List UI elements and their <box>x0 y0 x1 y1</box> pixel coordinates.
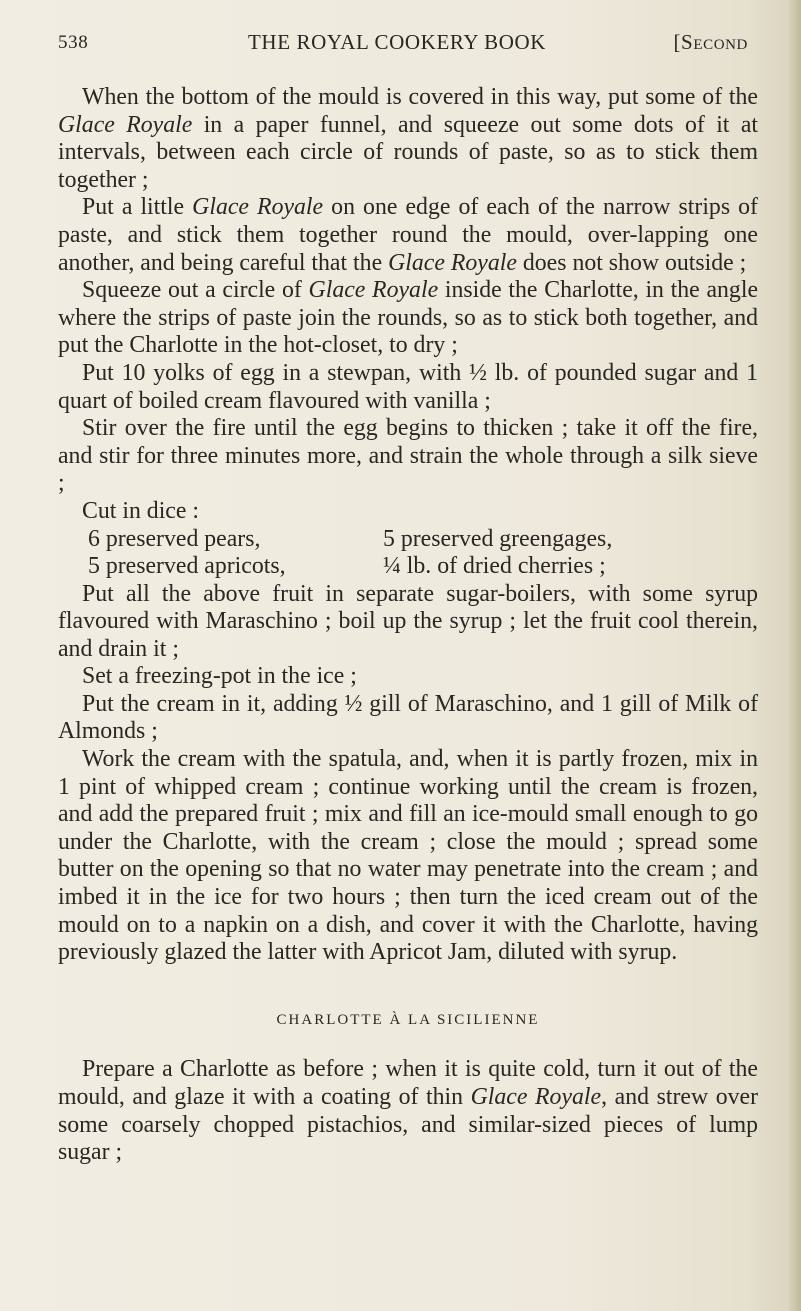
page-number: 538 <box>58 32 89 53</box>
paragraph-work-cream: Work the cream with the spatula, and, when it is partly frozen, mix in 1 pint of whipped cream ; continue working until the cream is frozen, and add the prepared fruit ; mix and fill an ice-mould small enough to go under the Charlotte, with the cream ; close the mould ; spread some butter on the opening so that no water may penetrate into the cream ; and imbed it in the ice for two hours ; then turn the iced cream out of the mould on to a napkin on a dish, and cover it with the Charlotte, having previously glazed the latter with Apricot Jam, diluted with syrup. <box>58 746 758 966</box>
italic-term: Glace Royale <box>388 249 517 276</box>
paragraph-maraschino: Put the cream in it, adding ½ gill of Maraschino, and 1 gill of Milk of Almonds ; <box>58 690 758 745</box>
italic-term: Glace Royale <box>308 277 439 304</box>
fruit-list <box>58 526 758 581</box>
fruit-apricots: 5 preserved apricots, <box>88 553 286 580</box>
fruit-pears: 6 preserved pears, <box>88 525 261 552</box>
recipe-body <box>58 84 758 1167</box>
book-title: THE ROYAL COOKERY BOOK <box>248 30 547 54</box>
paragraph-sicilienne: Prepare a Charlotte as before ; when it is quite cold, turn it out of the mould, and glaze it with a coating of thin Glace Royale, and strew over some coarsely chopped pistachios, and similar-sized pieces of lump sugar ; <box>58 1056 758 1166</box>
paragraph-circle: Squeeze out a circle of Glace Royale inside the Charlotte, in the angle where the strips of paste join the rounds, so as to stick both together, and put the Charlotte in the hot-closet, to dry ; <box>58 277 759 359</box>
paragraph-strips: Put a little Glace Royale on one edge of each of the narrow strips of paste, and stick them together round the mould, over-lapping one another, and being careful that the Glace Royale does not show outside ; <box>58 194 758 276</box>
italic-term: Glace Royale <box>192 194 324 221</box>
paragraph-stir: Stir over the fire until the egg begins to thicken ; take it off the fire, and stir for three minutes more, and strain the whole through a silk sieve ; <box>58 415 758 497</box>
paragraph-cut-dice: Cut in dice : <box>82 497 199 524</box>
page-edge-shadow <box>787 0 801 1311</box>
paragraph-freezing-pot: Set a freezing-pot in the ice ; <box>82 663 357 690</box>
italic-term: Glace Royale <box>58 111 193 138</box>
paragraph-glace-dots: When the bottom of the mould is covered in this way, put some of the Glace Royale in a paper funnel, and squeeze out some dots of it at intervals, between each circle of rounds of paste, so as to stick them together ; <box>58 84 758 193</box>
paragraph-syrup: Put all the above fruit in separate sugar-boilers, with some syrup flavoured with Maraschino ; boil up the syrup ; let the fruit cool therein, and drain it ; <box>58 580 758 662</box>
fruit-greengages: 5 preserved greengages, <box>383 525 613 552</box>
fruit-cherries: ¼ lb. of dried cherries ; <box>383 553 606 580</box>
recipe-subheading: CHARLOTTE À LA SICILIENNE <box>276 1011 540 1028</box>
paragraph-yolks: Put 10 yolks of egg in a stewpan, with ½ lb. of pounded sugar and 1 quart of boiled cream flavoured with vanilla ; <box>58 359 758 414</box>
italic-term: Glace Royale <box>470 1084 602 1110</box>
section-label: [Second <box>673 30 748 54</box>
running-header <box>58 30 748 60</box>
